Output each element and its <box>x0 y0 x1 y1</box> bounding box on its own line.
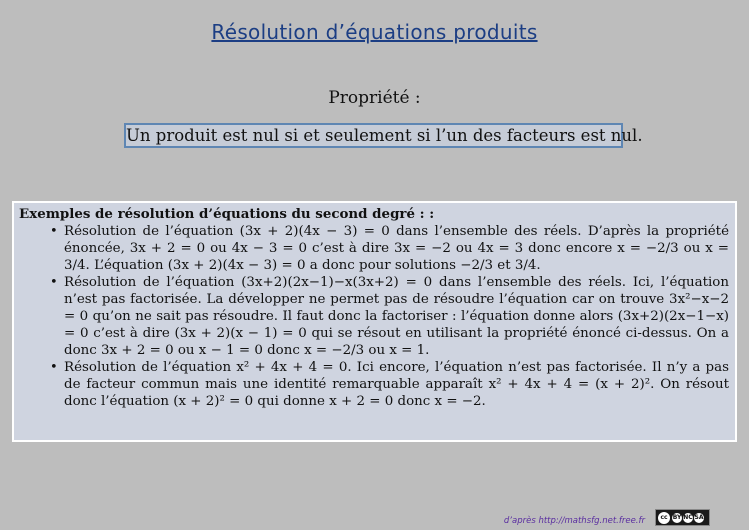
examples-heading: Exemples de résolution d’équations du second degré : : <box>19 206 435 222</box>
examples-list <box>19 223 729 410</box>
property-box <box>124 123 643 148</box>
example-text: Résolution de l’équation (3x + 2)(4x − 3) = 0 dans l’ensemble des réels. D’après la propriété énoncée, 3x + 2 = 0 ou 4x − 3 = 0 c’est à dire 3x = −2 ou 4x = 3 donc encore x = −2/3 ou x = 3/4. L’équation (3x + 2)(4x − 3) = 0 a donc pour solutions −2/3 et 3/4. <box>64 224 729 273</box>
examples-panel <box>12 201 737 442</box>
property-text: Un produit est nul si et seulement si l’un des facteurs est nul. <box>126 126 643 145</box>
bullet-icon: • <box>50 360 58 375</box>
cc-license-icon[interactable] <box>655 509 710 526</box>
bullet-icon: • <box>50 275 58 290</box>
slide-title: Résolution d’équations produits <box>211 20 538 44</box>
property-label: Propriété : <box>328 88 421 108</box>
cc-by-icon: BY <box>672 513 682 521</box>
example-item <box>50 274 729 359</box>
bullet-icon: • <box>50 224 58 239</box>
example-item <box>50 359 729 410</box>
footer-credit-link[interactable]: d’après http://mathsfg.net.free.fr <box>503 516 645 526</box>
example-text: Résolution de l’équation (3x+2)(2x−1)−x(3x+2) = 0 dans l’ensemble des réels. Ici, l’équation n’est pas factorisée. La développer ne permet pas de résoudre l’équation car on trouve 3x²−x−2 = 0 qu’on ne sait pas résoudre. Il faut donc la factoriser : l’équation donne alors (3x+2)(2x−1−x) = 0 c’est à dire (3x + 2)(x − 1) = 0 qui se résout en utilisant la propriété énoncé ci-dessus. On a donc 3x + 2 = 0 ou x − 1 = 0 donc x = −2/3 ou x = 1. <box>64 275 729 358</box>
cc-logo-icon: cc <box>658 512 670 524</box>
example-item <box>50 223 729 274</box>
example-text: Résolution de l’équation x² + 4x + 4 = 0. Ici encore, l’équation n’est pas factorisée. Il n’y a pas de facteur commun mais une identité remarquable apparaît x² + 4x + 4 = (x + 2)². On résout donc l’équation (x + 2)² = 0 qui donne x + 2 = 0 donc x = −2. <box>64 360 729 409</box>
cc-sa-icon: SA <box>694 513 704 521</box>
cc-nc-icon: NC <box>683 513 693 521</box>
cc-terms <box>672 513 704 523</box>
